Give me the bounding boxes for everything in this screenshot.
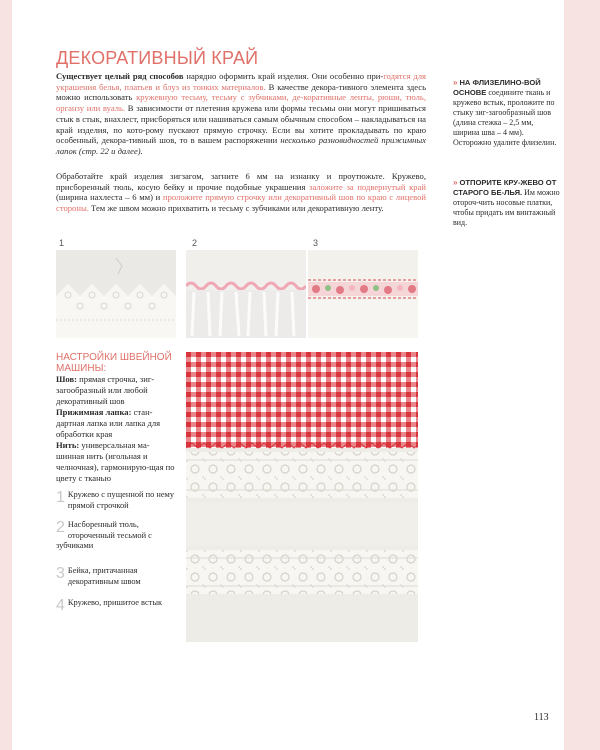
- settings-stitch: [56, 374, 176, 407]
- legend-number: 2: [56, 519, 65, 536]
- legend-item: [56, 566, 176, 587]
- machine-settings: [56, 352, 176, 484]
- settings-thread-text: универсальная ма-шинная нить (игольная и челночная), гармонирую-щая по цвету с тканью: [56, 440, 175, 483]
- settings-thread-label: Нить:: [56, 440, 80, 450]
- legend-item: [56, 520, 176, 552]
- legend-number: 3: [56, 565, 65, 582]
- chevron-right-icon: »: [453, 178, 458, 187]
- instr-text-2: (ширина нахлеста – 6 мм) и: [56, 192, 163, 203]
- chevron-right-icon: »: [453, 78, 458, 87]
- intro-highlight-2: кружевную тесьму, тесьму с зубчиками, де-коративные ленты, рюши, тюль, органзу или вуаль.: [56, 92, 426, 114]
- photo-bias-tape: [308, 250, 418, 338]
- photo-gingham-lace: [186, 352, 418, 642]
- page: [12, 0, 564, 750]
- page-number: 113: [534, 712, 549, 723]
- instructions-paragraph: [56, 171, 426, 214]
- intro-text-3: В зависимости от плетения кружева или формы тесьмы они могут пришиваться стык в стык, внахлест, присборяться или нашиваться самым обычным способом – накладываться на край изделия, по кото-рому пускают прямую строчку. Если вы хотите прокладывать по краю особенный, декора-тивный шов, то в вашем распоряжении: [56, 103, 426, 146]
- legend-number: 1: [56, 489, 65, 506]
- intro-text-1: нарядно оформить край изделия. Они особенно при-: [183, 71, 384, 81]
- bias-tape-image: [308, 250, 418, 338]
- instr-highlight-1: заложите за подвернутый край: [309, 181, 426, 192]
- sidenote-text: Им можно отороч-чить носовые платки, чтобы придать им винтажный вид.: [453, 188, 560, 227]
- photo-3-number: 3: [313, 238, 319, 248]
- intro-paragraph: [56, 71, 426, 157]
- intro-text-2: В качестве декора-тивного элемента здесь можно использовать: [56, 81, 426, 103]
- settings-foot-text: стан-дартная лапка или лапка для обработки края: [56, 407, 161, 439]
- settings-foot: [56, 407, 176, 440]
- instr-text-1: Обработайте край изделия зигзагом, загните 6 мм на изнанку и проутюжьте. Кружево, присборенный тюль, косую бейку и прочие подобные украшения: [56, 171, 426, 192]
- legend-text: Бейка, притачанная декоративным швом: [67, 566, 141, 586]
- sidenote-heading: ОТПОРИТЕ КРУ-ЖЕВО ОТ СТАРОГО БЕ-ЛЬЯ.: [453, 178, 557, 197]
- legend-number: 4: [56, 597, 65, 614]
- sidenote-interfacing: [453, 78, 561, 148]
- photo-2-number: 2: [192, 238, 198, 248]
- gathered-tulle-image: [186, 250, 306, 338]
- photo-1-number: 1: [59, 238, 65, 248]
- gingham-lace-image: [186, 352, 418, 642]
- settings-thread: [56, 440, 176, 484]
- settings-title: НАСТРОЙКИ ШВЕЙНОЙ МАШИНЫ:: [56, 352, 172, 374]
- lace-straight-stitch-image: [56, 250, 176, 338]
- photo-lace-straight-stitch: [56, 250, 176, 338]
- legend-text: Насборенный тюль, отороченный тесьмой с зубчиками: [56, 520, 152, 550]
- sidenote-vintage-lace: [453, 178, 561, 228]
- sidenote-text: соедините ткань и кружево встык, проложите по стыку зиг-загообразный шов (длина стежка – 2,5 мм, ширина шва – 4 мм). Осторожно удалите флизелин.: [453, 88, 557, 147]
- legend-item: [56, 598, 176, 614]
- instr-text-3: Тем же швом можно прихватить и тесьму с зубчиками или декоративную ленту.: [88, 203, 384, 214]
- legend-text: Кружево с пущенной по нему прямой строчкой: [67, 490, 175, 510]
- intro-lead: Существует целый ряд способов: [56, 71, 184, 81]
- instr-highlight-2: проложите прямую строчку или декоративный шов по краю с лицевой стороны.: [56, 192, 426, 214]
- intro-italic: несколько разновидностей прижимных лапок (стр. 22 и далее).: [56, 135, 426, 156]
- intro-highlight-1: годятся для украшения белья, платьев и блуз из тонких материалов.: [56, 71, 426, 92]
- page-title: ДЕКОРАТИВНЫЙ КРАЙ: [56, 48, 259, 68]
- settings-stitch-text: прямая строчка, зиг-загообразный или любой декоративный шов: [56, 374, 155, 406]
- photo-gathered-tulle: [186, 250, 306, 338]
- settings-stitch-label: Шов:: [56, 374, 78, 384]
- legend-item: [56, 490, 176, 511]
- legend-text: Кружево, пришитое встык: [67, 598, 163, 607]
- settings-foot-label: Прижимная лапка:: [56, 407, 132, 417]
- sidenote-heading: НА ФЛИЗЕЛИНО-ВОЙ ОСНОВЕ: [453, 78, 541, 97]
